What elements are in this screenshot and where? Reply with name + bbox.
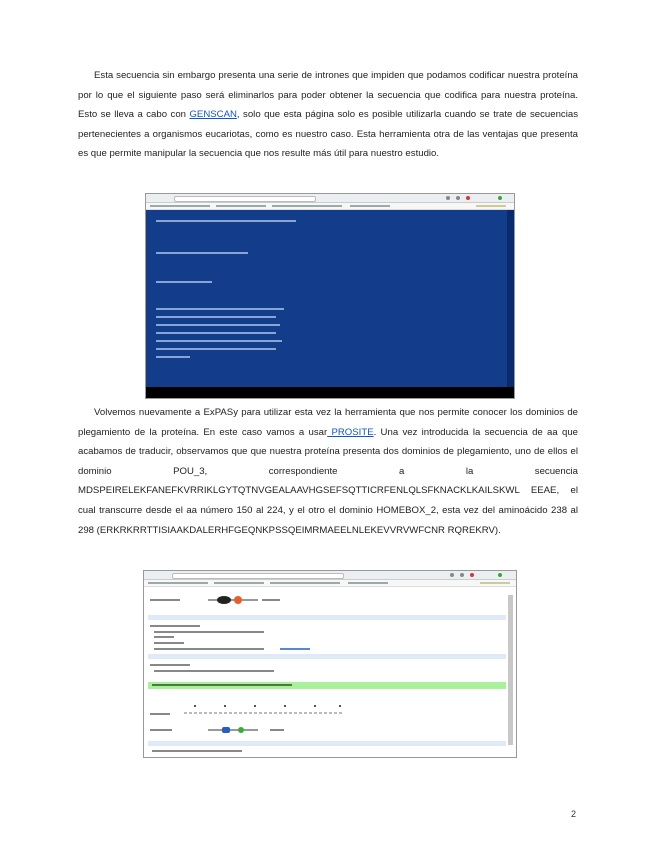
bookmarks-bar — [146, 203, 514, 210]
homeobox-diagram — [208, 725, 268, 735]
prosite-screenshot — [143, 570, 517, 758]
paragraph-prosite-text-2: . Una vez introducida la secuencia de aa que acabamos de traducir, observamos que que nuestra proteína presenta dos dominios de plegamiento, uno de ellos el dominio POU_3, correspondiente a la secuencia MDSPEIRELEKFANEFKVRRIKLGYTQTNVGEALAAVHGSEFSQTTICRFENLQLSFKNACKLKAILSKWL EEAE, el cual transcurre desde el aa número 150 al 224, y el otro el dominio HOMEBOX_2, esta vez del aminoácido 238 al 298 (ERKRKRRTTISIAAKDALERHFGEQNKPSSQEIMRMAEELNLEKEVVRVWFCNR RQREKRV). — [78, 426, 579, 536]
terminal-footer — [146, 387, 514, 398]
genscan-screenshot — [145, 193, 515, 399]
paragraph-prosite-text-1: Volvemos nuevamente a ExPASy para utilizar esta vez la herramienta que nos permite conocer los dominios de plegamiento de la proteína. En este caso vamos a usar — [78, 407, 578, 438]
sequence-ruler — [184, 699, 364, 719]
prosite-results — [144, 587, 516, 758]
scrollbar[interactable] — [507, 210, 514, 387]
address-bar — [174, 196, 316, 202]
paragraph-genscan-text-2: , solo que esta página solo es posible utilizarla cuando se trate de secuencias pertenecientes a organismos eucariotas, como es nuestro caso. Esta herramienta otra de las ventajas que presenta es que permite manipular la secuencia que nos resulte más útil para nuestro estudio. — [78, 109, 578, 160]
browser-toolbar — [146, 194, 514, 203]
domain-diagram — [208, 593, 258, 607]
prosite-link[interactable]: PROSITE — [327, 426, 374, 438]
browser-toolbar-2 — [144, 571, 516, 580]
paragraph-genscan-text-1: Esta secuencia sin embargo presenta una serie de intrones que impiden que podamos codificar nuestra proteína por lo que el siguiente paso será eliminarlos para poder obtener la secuencia que codifica para nuestra proteína. Esto se lleva a cabo con — [78, 70, 578, 121]
terminal-output — [146, 210, 514, 398]
genscan-link[interactable]: GENSCAN — [189, 109, 237, 121]
page-number: 2 — [571, 809, 577, 819]
paragraph-genscan — [78, 66, 578, 164]
address-bar-2 — [172, 573, 344, 579]
paragraph-prosite — [78, 403, 578, 540]
scrollbar-2[interactable] — [508, 595, 513, 745]
bookmarks-bar-2 — [144, 580, 516, 587]
